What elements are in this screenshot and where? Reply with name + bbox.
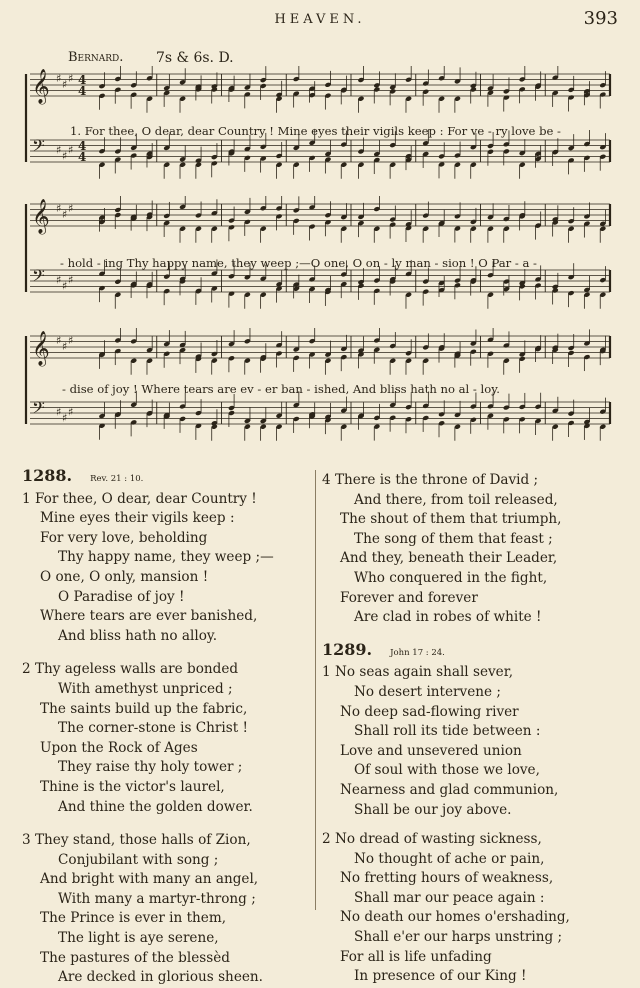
svg-text:4: 4 bbox=[78, 73, 87, 87]
hymn-heading bbox=[22, 466, 310, 490]
verse-line: 4 There is the throne of David ; bbox=[322, 472, 539, 488]
verse-line: And there, from toil released, bbox=[354, 491, 558, 508]
svg-text:♯: ♯ bbox=[68, 143, 74, 157]
tune-name: Bernard. bbox=[68, 50, 124, 65]
svg-text:♯: ♯ bbox=[56, 333, 62, 347]
verse-line: Are clad in robes of white ! bbox=[354, 609, 542, 626]
verse-line: Who conquered in the fight, bbox=[354, 569, 548, 586]
verse-line: The pastures of the blessèd bbox=[40, 949, 230, 966]
verse-line: No thought of ache or pain, bbox=[354, 850, 545, 867]
svg-text:♯: ♯ bbox=[62, 207, 68, 221]
verse-line: The corner-stone is Christ ! bbox=[58, 720, 248, 737]
verse-line: And bliss hath no alloy. bbox=[58, 627, 218, 644]
svg-text:♯: ♯ bbox=[68, 71, 74, 85]
svg-text:♯: ♯ bbox=[62, 279, 68, 293]
verse-line: Shall e'er our harps unstring ; bbox=[354, 929, 563, 946]
svg-text:4: 4 bbox=[78, 84, 87, 98]
verse-line: The light is aye serene, bbox=[58, 930, 219, 947]
staff-notation bbox=[26, 196, 610, 309]
verse-line: They raise thy holy tower ; bbox=[58, 759, 243, 776]
stanza bbox=[322, 663, 622, 820]
verse-line: Shall mar our peace again : bbox=[354, 889, 545, 906]
svg-text:𝄞: 𝄞 bbox=[32, 331, 50, 366]
svg-text:♯: ♯ bbox=[56, 201, 62, 215]
verse-line: With amethyst unpriced ; bbox=[58, 680, 233, 697]
verse-line: For all is life unfading bbox=[340, 948, 492, 965]
svg-text:𝄢: 𝄢 bbox=[32, 135, 45, 160]
verse-line: The song of them that feast ; bbox=[354, 530, 553, 547]
svg-text:♯: ♯ bbox=[68, 405, 74, 419]
verse-line: And they, beneath their Leader, bbox=[340, 550, 558, 567]
svg-text:♯: ♯ bbox=[68, 333, 74, 347]
verse-line: And bright with many an angel, bbox=[40, 871, 259, 888]
lyrics-system-3: - dise of joy ! Where tears are ev - er ban - ished, And bliss hath no al - loy. bbox=[62, 382, 500, 396]
right-column bbox=[322, 471, 622, 987]
verse-line: The saints build up the fabric, bbox=[40, 700, 248, 717]
hymn-heading bbox=[322, 640, 622, 664]
svg-text:4: 4 bbox=[78, 139, 87, 153]
svg-text:♯: ♯ bbox=[62, 339, 68, 353]
verse-line: Upon the Rock of Ages bbox=[40, 739, 198, 756]
verse-line: No death our homes o'ershading, bbox=[340, 909, 570, 926]
running-title: HEAVEN. bbox=[274, 12, 366, 27]
stanza bbox=[322, 471, 622, 628]
tune-meter: 7s & 6s. D. bbox=[156, 50, 234, 66]
verse-line: In presence of our King ! bbox=[354, 968, 527, 985]
verse-line: 2 Thy ageless walls are bonded bbox=[22, 661, 239, 678]
verse-line: Where tears are ever banished, bbox=[40, 608, 258, 625]
svg-text:♯: ♯ bbox=[68, 201, 74, 215]
scripture-reference: John 17 : 24. bbox=[390, 647, 445, 658]
page-number: 393 bbox=[583, 8, 618, 29]
verse-line: The shout of them that triumph, bbox=[340, 511, 562, 528]
lyrics-system-2: - hold - ing Thy happy name, they weep ;—O one, O on - ly man - sion ! O Par - a - bbox=[60, 256, 537, 270]
verse-line: Love and unsevered union bbox=[340, 742, 522, 759]
verse-line: O one, O only, mansion ! bbox=[40, 568, 209, 585]
stanza bbox=[22, 490, 310, 647]
verse-line: The Prince is ever in them, bbox=[40, 910, 227, 927]
verse-line: 3 They stand, those halls of Zion, bbox=[22, 832, 251, 849]
verse-line: With many a martyr-throng ; bbox=[58, 890, 256, 907]
verse-line: Nearness and glad communion, bbox=[340, 781, 559, 798]
verse-line: Mine eyes their vigils keep : bbox=[40, 510, 235, 527]
svg-text:♯: ♯ bbox=[62, 149, 68, 163]
svg-text:𝄢: 𝄢 bbox=[32, 397, 45, 422]
svg-text:♯: ♯ bbox=[62, 411, 68, 425]
verse-line: No fretting hours of weakness, bbox=[340, 870, 554, 887]
verse-line: No deep sad-flowing river bbox=[340, 703, 519, 720]
verse-line: Of soul with those we love, bbox=[354, 762, 540, 779]
svg-text:♯: ♯ bbox=[56, 273, 62, 287]
verse-line: O Paradise of joy ! bbox=[58, 588, 185, 605]
hymn-number: 1289. bbox=[322, 639, 373, 659]
stanza bbox=[322, 830, 622, 987]
verse-line: Forever and forever bbox=[340, 589, 478, 606]
verse-line: Shall be our joy above. bbox=[354, 801, 512, 818]
verse-line: No desert intervene ; bbox=[354, 683, 501, 700]
left-column bbox=[22, 466, 310, 988]
lyrics-system-1: 1. For thee, O dear, dear Country ! Mine eyes their vigils keep : For ve - ry love be - bbox=[70, 124, 561, 138]
verse-line: For very love, beholding bbox=[40, 529, 208, 546]
verse-line: And thine the golden dower. bbox=[58, 798, 253, 815]
column-divider bbox=[315, 470, 316, 910]
svg-text:♯: ♯ bbox=[68, 273, 74, 287]
verse-line: Conjubilant with song ; bbox=[58, 851, 219, 868]
svg-text:𝄞: 𝄞 bbox=[32, 69, 50, 104]
verse-line: 2 No dread of wasting sickness, bbox=[322, 831, 542, 848]
svg-text:4: 4 bbox=[78, 150, 87, 164]
svg-text:♯: ♯ bbox=[56, 405, 62, 419]
svg-text:𝄞: 𝄞 bbox=[32, 199, 50, 234]
verse-line: Thine is the victor's laurel, bbox=[40, 778, 225, 795]
verse-line: 1 No seas again shall sever, bbox=[322, 664, 514, 681]
hymn-number: 1288. bbox=[22, 466, 73, 485]
verse-line: Shall roll its tide between : bbox=[354, 723, 541, 740]
staff-notation bbox=[26, 66, 610, 179]
svg-text:♯: ♯ bbox=[62, 77, 68, 91]
stanza bbox=[22, 831, 310, 988]
scripture-reference: Rev. 21 : 10. bbox=[90, 474, 144, 484]
verse-line: 1 For thee, O dear, dear Country ! bbox=[22, 490, 257, 507]
verse-line: Thy happy name, they weep ;— bbox=[58, 549, 274, 566]
svg-text:♯: ♯ bbox=[56, 71, 62, 85]
verse-line: Are decked in glorious sheen. bbox=[58, 969, 263, 986]
svg-text:♯: ♯ bbox=[56, 143, 62, 157]
stanza bbox=[22, 660, 310, 817]
svg-text:𝄢: 𝄢 bbox=[32, 265, 45, 290]
